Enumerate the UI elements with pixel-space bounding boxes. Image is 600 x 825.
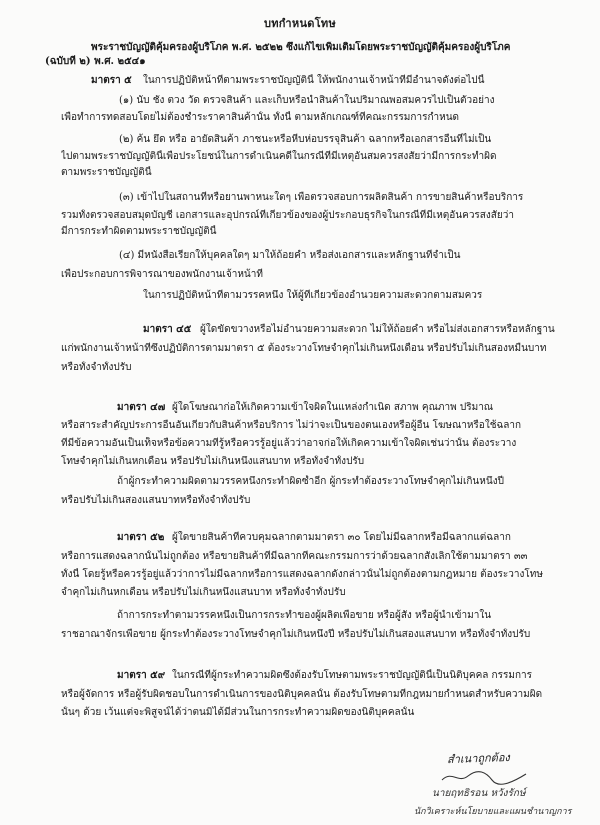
- section52-line1: ผู้ใดขายสินค้าที่ควบคุมฉลากตามมาตรา ๓๐ โดยไม่มีฉลากหรือมีฉลากแต่ฉลาก: [172, 532, 511, 543]
- page-title: บทกำหนดโทษ: [263, 17, 337, 30]
- section5-item1-line2: เพื่อทำการทดสอบโดยไม่ต้องชำระราคาสินค้านั้น ทั้งนี้ ตามหลักเกณฑ์ที่คณะกรรมการกำหนด: [61, 112, 460, 123]
- section5-label: มาตรา ๕: [91, 75, 132, 86]
- section47-para2-line1: ถ้าผู้กระทำความผิดตามวรรคหนึ่งกระทำผิดซ้ำอีก ผู้กระทำต้องระวางโทษจำคุกไม่เกินหนึ่งปี: [117, 476, 504, 487]
- section59-line1: ในกรณีที่ผู้กระทำความผิดซึ่งต้องรับโทษตามพระราชบัญญัตินี้เป็นนิติบุคคล กรรมการ: [172, 670, 532, 681]
- section45-line2: แก่พนักงานเจ้าหน้าที่ซึ่งปฏิบัติการตามมาตรา ๕ ต้องระวางโทษจำคุกไม่เกินหนึ่งเดือน หรือปรับไม่เกินสองหมื่นบาท: [61, 343, 547, 354]
- section47-line1: ผู้ใดโฆษณาก่อให้เกิดความเข้าใจผิดในแหล่งกำเนิด สภาพ คุณภาพ ปริมาณ: [172, 402, 494, 413]
- certified-copy-note: สำเนาถูกต้อง: [446, 750, 511, 767]
- section47-line2: หรือสาระสำคัญประการอื่นอันเกี่ยวกับสินค้าหรือบริการ ไม่ว่าจะเป็นของตนเองหรือผู้อื่น โฆษณาหรือใช้ฉลาก: [61, 420, 522, 431]
- section5-item3-line1: (๓) เข้าไปในสถานที่หรือยานพาหนะใดๆ เพื่อตรวจสอบการผลิตสินค้า การขายสินค้าหรือบริการ: [119, 192, 524, 203]
- section47-para2-line2: หรือปรับไม่เกินสองแสนบาทหรือทั้งจำทั้งปรับ: [61, 495, 251, 506]
- section52-line2: หรือการแสดงฉลากนั้นไม่ถูกต้อง หรือขายสินค้าที่มีฉลากที่คณะกรรมการว่าด้วยฉลากสั่งเลิกใช้ตามมาตรา ๓๓: [61, 551, 528, 562]
- section52-line3: ทั้งนี้ โดยรู้หรือควรรู้อยู่แล้วว่าการไม่มีฉลากหรือการแสดงฉลากดังกล่าวนั้นไม่ถูกต้องตามกฎหมาย ต้องระวางโทษ: [61, 569, 543, 580]
- section5-closing: ในการปฏิบัติหน้าที่ตามวรรคหนึ่ง ให้ผู้ที่เกี่ยวข้องอำนวยความสะดวกตามสมควร: [143, 290, 483, 301]
- section5-item3-line3: มีการกระทำผิดตามพระราชบัญญัตินี้: [61, 226, 217, 237]
- section52-para2-line1: ถ้าการกระทำตามวรรคหนึ่งเป็นการกระทำของผู้ผลิตเพื่อขาย หรือผู้สั่ง หรือผู้นำเข้ามาใน: [117, 610, 492, 621]
- section52-label: มาตรา ๕๒: [117, 532, 165, 543]
- section5-item4-line2: เพื่อประกอบการพิจารณาของพนักงานเจ้าหน้าที่: [61, 269, 263, 280]
- section52-para2-line2: ราชอาณาจักรเพื่อขาย ผู้กระทำต้องระวางโทษจำคุกไม่เกินหนึ่งปี หรือปรับไม่เกินสองแสนบาท หรือทั้งจำทั้งปรับ: [61, 629, 531, 640]
- section47-line3: ที่มีข้อความอันเป็นเท็จหรือข้อความที่รู้หรือควรรู้อยู่แล้วว่าอาจก่อให้เกิดความเข้าใจผิดเช่นว่านั้น ต้องระวาง: [61, 438, 517, 449]
- section47-label: มาตรา ๔๗: [117, 402, 166, 413]
- section59-line2: หรือผู้จัดการ หรือผู้รับผิดชอบในการดำเนินการของนิติบุคคลนั้น ต้องรับโทษตามที่กฎหมายกำหนดสำหรับความผิด: [61, 689, 543, 700]
- section5-item2-line1: (๒) ค้น ยึด หรือ อายัดสินค้า ภาชนะหรือหีบห่อบรรจุสินค้า ฉลากหรือเอกสารอื่นที่ไม่เป็น: [119, 134, 492, 145]
- act-header-line1: พระราชบัญญัติคุ้มครองผู้บริโภค พ.ศ. ๒๕๒๒ ซึ่งแก้ไขเพิ่มเติมโดยพระราชบัญญัติคุ้มครองผู้บริโภค: [91, 42, 511, 53]
- section5-item3-line2: รวมทั้งตรวจสอบสมุดบัญชี เอกสารและอุปกรณ์ที่เกี่ยวข้องของผู้ประกอบธุรกิจในกรณีที่มีเหตุอันควรสงสัยว่า: [61, 210, 514, 221]
- section45-line1: ผู้ใดขัดขวางหรือไม่อำนวยความสะดวก ไม่ให้ถ้อยคำ หรือไม่ส่งเอกสารหรือหลักฐาน: [200, 324, 555, 335]
- signature-scribble-icon: [440, 768, 530, 786]
- section5-item2-line2: ไปตามพระราชบัญญัตินี้เพื่อประโยชน์ในการดำเนินคดีในกรณีที่มีเหตุอันสมควรสงสัยว่ามีการกระทำผิด: [61, 151, 497, 162]
- signatory-name: นายฤทธิรอน หวังรักษ์: [432, 788, 526, 799]
- section5-item2-line3: ตามพระราชบัญญัตินี้: [61, 167, 152, 178]
- act-header-line2: (ฉบับที่ ๒) พ.ศ. ๒๕๔๑: [45, 56, 146, 67]
- signatory-position: นักวิเคราะห์นโยบายและแผนชำนาญการ: [414, 807, 572, 817]
- section59-label: มาตรา ๕๙: [117, 670, 166, 681]
- section47-line4: โทษจำคุกไม่เกินหกเดือน หรือปรับไม่เกินหนึ่งแสนบาท หรือทั้งจำทั้งปรับ: [61, 456, 365, 467]
- section45-label: มาตรา ๔๕: [143, 324, 192, 335]
- section59-line3: นั้นๆ ด้วย เว้นแต่จะพิสูจน์ได้ว่าตนมิได้มีส่วนในการกระทำความผิดของนิติบุคคลนั้น: [61, 707, 415, 718]
- section52-line4: จำคุกไม่เกินหกเดือน หรือปรับไม่เกินหนึ่งแสนบาท หรือทั้งจำทั้งปรับ: [61, 587, 346, 598]
- section5-item1-line1: (๑) นับ ชั่ง ตวง วัด ตรวจสินค้า และเก็บหรือนำสินค้าในปริมาณพอสมควรไปเป็นตัวอย่าง: [119, 95, 495, 106]
- section5-item4-line1: (๔) มีหนังสือเรียกให้บุคคลใดๆ มาให้ถ้อยคำ หรือส่งเอกสารและหลักฐานที่จำเป็น: [119, 250, 461, 261]
- section45-line3: หรือทั้งจำทั้งปรับ: [61, 362, 132, 373]
- section5-intro: ในการปฏิบัติหน้าที่ตามพระราชบัญญัตินี้ ให้พนักงานเจ้าหน้าที่มีอำนาจดังต่อไปนี้: [143, 75, 485, 86]
